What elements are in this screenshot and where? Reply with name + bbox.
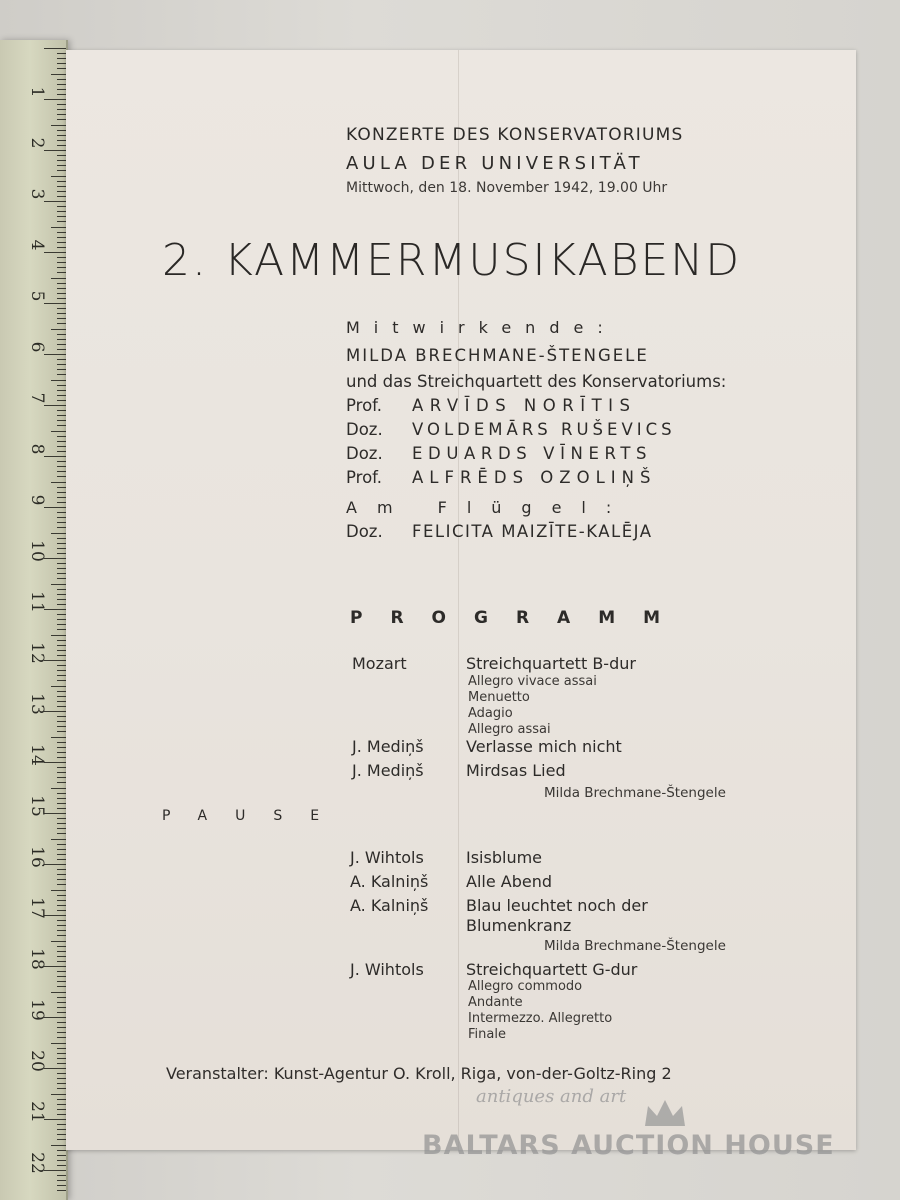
- ruler-tick: [57, 283, 66, 284]
- ruler-tick: [57, 89, 66, 90]
- ruler-tick: [57, 624, 66, 625]
- ruler-tick: [57, 471, 66, 472]
- ruler-tick: [57, 369, 66, 370]
- ruler-tick: [57, 390, 66, 391]
- ruler-tick: [57, 619, 66, 620]
- ruler-tick: [57, 512, 66, 513]
- ruler-tick: [57, 640, 66, 641]
- header-line-2: AULA DER UNIVERSITÄT: [346, 153, 644, 174]
- ruler-tick: [57, 502, 66, 503]
- ruler-tick: [57, 466, 66, 467]
- ruler-tick: [44, 252, 66, 253]
- ruler-tick: [57, 986, 66, 987]
- ruler-number: 1: [27, 86, 47, 98]
- ruler-tick: [57, 680, 66, 681]
- ruler-tick: [57, 165, 66, 166]
- ruler-tick: [57, 170, 66, 171]
- ruler-tick: [57, 267, 66, 268]
- work-title: Alle Abend: [466, 872, 553, 891]
- ruler-tick: [57, 655, 66, 656]
- ruler-number: 15: [27, 795, 47, 817]
- ruler-tick: [57, 981, 66, 982]
- ruler-tick: [57, 589, 66, 590]
- ruler-number: 14: [27, 744, 47, 766]
- ruler-tick: [57, 1124, 66, 1125]
- ruler-tick: [57, 1109, 66, 1110]
- ruler-number: 8: [27, 443, 47, 455]
- ruler-tick: [57, 298, 66, 299]
- ruler-tick: [51, 941, 66, 942]
- ruler-tick: [51, 737, 66, 738]
- ruler-tick: [57, 1032, 66, 1033]
- composer: Mozart: [352, 654, 407, 673]
- ruler-tick: [51, 380, 66, 381]
- ruler-tick: [57, 629, 66, 630]
- ruler-tick: [57, 461, 66, 462]
- member-name: ALFRĒDS OZOLIŅŠ: [412, 468, 657, 487]
- ruler-tick: [51, 482, 66, 483]
- ruler-tick: [57, 334, 66, 335]
- work-title: Mirdsas Lied: [466, 761, 566, 780]
- ruler-tick: [57, 1048, 66, 1049]
- ruler-tick: [57, 976, 66, 977]
- ruler-tick: [57, 1078, 66, 1079]
- watermark-brand: BALTARS AUCTION HOUSE: [422, 1130, 835, 1161]
- ruler-tick: [57, 1099, 66, 1100]
- ruler-tick: [57, 58, 66, 59]
- ruler-tick: [57, 446, 66, 447]
- ruler-number: 17: [27, 897, 47, 919]
- ruler-number: 22: [27, 1152, 47, 1174]
- ruler-tick: [57, 237, 66, 238]
- movement: Menuetto: [468, 690, 530, 705]
- ruler-tick: [51, 1043, 66, 1044]
- ruler-tick: [57, 206, 66, 207]
- page-title: 2. KAMMERMUSIKABEND: [162, 235, 742, 286]
- ruler-tick: [44, 354, 66, 355]
- pianist-name: FELICITA MAIZĪTE-KALĒJA: [412, 522, 653, 541]
- ruler-tick: [51, 329, 66, 330]
- pianist-rank: Doz.: [346, 522, 383, 541]
- ruler-tick: [57, 1129, 66, 1130]
- ruler-tick: [57, 1114, 66, 1115]
- ruler-tick: [57, 895, 66, 896]
- ruler-tick: [57, 1027, 66, 1028]
- composer: J. Mediņš: [352, 761, 424, 780]
- ruler-tick: [57, 767, 66, 768]
- ruler-number: 5: [27, 290, 47, 302]
- ruler-tick: [57, 675, 66, 676]
- ruler-tick: [57, 568, 66, 569]
- member-rank: Doz.: [346, 444, 383, 463]
- ruler-tick: [51, 788, 66, 789]
- ruler-tick: [57, 349, 66, 350]
- ruler-tick: [57, 701, 66, 702]
- ruler-tick: [57, 828, 66, 829]
- ruler-tick: [57, 578, 66, 579]
- ruler-tick: [44, 150, 66, 151]
- ruler-tick: [57, 323, 66, 324]
- ruler-tick: [57, 726, 66, 727]
- movement: Intermezzo. Allegretto: [468, 1011, 613, 1026]
- ruler-number: 20: [27, 1050, 47, 1072]
- ruler-tick: [57, 1165, 66, 1166]
- member-rank: Prof.: [346, 468, 383, 487]
- ruler-tick: [44, 762, 66, 763]
- ruler-tick: [57, 563, 66, 564]
- ruler-tick: [57, 155, 66, 156]
- ruler-tick: [57, 1088, 66, 1089]
- measuring-ruler: [0, 40, 68, 1200]
- ruler-tick: [57, 94, 66, 95]
- soloist-name: MILDA BRECHMANE-ŠTENGELE: [346, 346, 649, 365]
- ruler-tick: [57, 1175, 66, 1176]
- ruler-tick: [57, 573, 66, 574]
- ruler-tick: [51, 533, 66, 534]
- ruler-tick: [57, 951, 66, 952]
- work-title: Streichquartett B-dur: [466, 654, 636, 673]
- movement: Allegro assai: [468, 722, 551, 737]
- ruler-number: 7: [27, 392, 47, 404]
- ruler-tick: [44, 609, 66, 610]
- ruler-tick: [57, 242, 66, 243]
- ruler-tick: [57, 130, 66, 131]
- ruler-tick: [57, 318, 66, 319]
- ruler-tick: [57, 497, 66, 498]
- ruler-tick: [57, 650, 66, 651]
- ruler-tick: [57, 935, 66, 936]
- ruler-tick: [57, 670, 66, 671]
- ruler-number: 19: [27, 999, 47, 1021]
- ruler-tick: [57, 1022, 66, 1023]
- ruler-tick: [57, 803, 66, 804]
- ruler-tick: [44, 711, 66, 712]
- ruler-number: 13: [27, 693, 47, 715]
- ruler-tick: [57, 522, 66, 523]
- ruler-tick: [57, 1139, 66, 1140]
- ruler-tick: [57, 1073, 66, 1074]
- ruler-tick: [57, 84, 66, 85]
- ruler-tick: [57, 884, 66, 885]
- movement: Andante: [468, 995, 523, 1010]
- ruler-tick: [57, 1063, 66, 1064]
- movement: Finale: [468, 1027, 506, 1042]
- watermark-tagline: antiques and art: [476, 1086, 627, 1107]
- ruler-tick: [44, 1068, 66, 1069]
- ruler-tick: [57, 1150, 66, 1151]
- ruler-tick: [51, 1145, 66, 1146]
- ruler-tick: [57, 109, 66, 110]
- ruler-tick: [57, 604, 66, 605]
- ruler-tick: [57, 272, 66, 273]
- ruler-tick: [57, 742, 66, 743]
- ruler-tick: [57, 359, 66, 360]
- ruler-tick: [44, 1119, 66, 1120]
- ruler-tick: [57, 527, 66, 528]
- ruler-tick: [57, 104, 66, 105]
- work-title: Isisblume: [466, 848, 543, 867]
- ruler-tick: [57, 731, 66, 732]
- quartet-intro: und das Streichquartett des Konservatoriums:: [346, 372, 727, 391]
- ruler-tick: [51, 176, 66, 177]
- ruler-tick: [57, 186, 66, 187]
- ruler-tick: [57, 777, 66, 778]
- pause-label: PAUSE: [162, 808, 348, 824]
- ruler-tick: [51, 890, 66, 891]
- ruler-tick: [44, 48, 66, 49]
- ruler-tick: [57, 79, 66, 80]
- ruler-tick: [57, 956, 66, 957]
- composer: A. Kalniņš: [350, 872, 429, 891]
- ruler-tick: [57, 879, 66, 880]
- ruler-tick: [51, 227, 66, 228]
- ruler-tick: [57, 395, 66, 396]
- ruler-tick: [57, 961, 66, 962]
- ruler-tick: [57, 869, 66, 870]
- ruler-tick: [57, 114, 66, 115]
- composer: A. Kalniņš: [350, 896, 429, 915]
- member-name: EDUARDS VĪNERTS: [412, 444, 653, 463]
- ruler-tick: [44, 660, 66, 661]
- ruler-tick: [57, 487, 66, 488]
- ruler-tick: [57, 344, 66, 345]
- ruler-tick: [57, 191, 66, 192]
- ruler-tick: [57, 68, 66, 69]
- ruler-tick: [57, 747, 66, 748]
- ruler-tick: [51, 431, 66, 432]
- ruler-tick: [57, 798, 66, 799]
- ruler-tick: [44, 558, 66, 559]
- ruler-tick: [57, 425, 66, 426]
- ruler-tick: [57, 997, 66, 998]
- ruler-tick: [57, 818, 66, 819]
- ruler-tick: [57, 400, 66, 401]
- ruler-tick: [51, 74, 66, 75]
- ruler-tick: [44, 915, 66, 916]
- ruler-tick: [44, 1170, 66, 1171]
- ruler-tick: [57, 135, 66, 136]
- work-title-continued: Blumenkranz: [466, 916, 572, 935]
- ruler-tick: [57, 492, 66, 493]
- ruler-tick: [57, 854, 66, 855]
- ruler-number: 12: [27, 642, 47, 664]
- member-rank: Prof.: [346, 396, 383, 415]
- ruler-tick: [57, 772, 66, 773]
- ruler-tick: [57, 262, 66, 263]
- movement: Adagio: [468, 706, 513, 721]
- member-name: ARVĪDS NORĪTIS: [412, 396, 637, 415]
- ruler-tick: [51, 839, 66, 840]
- ruler-tick: [51, 584, 66, 585]
- member-rank: Doz.: [346, 420, 383, 439]
- program-heading: PROGRAMM: [350, 608, 689, 628]
- ruler-tick: [57, 339, 66, 340]
- ruler-tick: [44, 456, 66, 457]
- ruler-tick: [57, 553, 66, 554]
- performer-credit: Milda Brechmane-Štengele: [544, 938, 726, 954]
- performer-credit: Milda Brechmane-Štengele: [544, 785, 726, 801]
- ruler-tick: [57, 752, 66, 753]
- ruler-number: 4: [27, 239, 47, 251]
- ruler-tick: [57, 849, 66, 850]
- work-title: Verlasse mich nicht: [466, 737, 622, 756]
- ruler-tick: [51, 992, 66, 993]
- ruler-tick: [57, 1083, 66, 1084]
- ruler-tick: [57, 441, 66, 442]
- ruler-tick: [57, 1185, 66, 1186]
- ruler-tick: [57, 1190, 66, 1191]
- ruler-tick: [57, 645, 66, 646]
- ruler-tick: [57, 53, 66, 54]
- ruler-tick: [57, 696, 66, 697]
- ruler-tick: [57, 257, 66, 258]
- ruler-tick: [44, 507, 66, 508]
- ruler-tick: [57, 946, 66, 947]
- ruler-tick: [57, 364, 66, 365]
- ruler-tick: [57, 910, 66, 911]
- ruler-tick: [57, 665, 66, 666]
- header-date: Mittwoch, den 18. November 1942, 19.00 Uhr: [346, 180, 668, 196]
- work-title: Blau leuchtet noch der: [466, 896, 648, 915]
- composer: J. Mediņš: [352, 737, 424, 756]
- ruler-tick: [57, 1104, 66, 1105]
- ruler-tick: [57, 1180, 66, 1181]
- ruler-tick: [57, 1053, 66, 1054]
- ruler-tick: [44, 864, 66, 865]
- organizer-footer: Veranstalter: Kunst-Agentur O. Kroll, Riga, von-der-Goltz-Ring 2: [166, 1064, 672, 1083]
- ruler-tick: [57, 925, 66, 926]
- ruler-tick: [57, 548, 66, 549]
- ruler-tick: [57, 782, 66, 783]
- crown-icon: [640, 1098, 690, 1128]
- ruler-tick: [57, 808, 66, 809]
- ruler-tick: [57, 140, 66, 141]
- ruler-tick: [57, 247, 66, 248]
- performers-heading: Mitwirkende:: [346, 318, 617, 337]
- ruler-tick: [57, 543, 66, 544]
- ruler-tick: [57, 420, 66, 421]
- ruler-tick: [57, 905, 66, 906]
- ruler-tick: [57, 1012, 66, 1013]
- ruler-tick: [57, 221, 66, 222]
- ruler-tick: [57, 517, 66, 518]
- ruler-tick: [57, 1037, 66, 1038]
- ruler-tick: [57, 833, 66, 834]
- paper-fold-line: [458, 50, 459, 1150]
- ruler-number: 6: [27, 341, 47, 353]
- ruler-tick: [57, 930, 66, 931]
- ruler-tick: [57, 823, 66, 824]
- ruler-number: 18: [27, 948, 47, 970]
- ruler-number: 10: [27, 540, 47, 562]
- ruler-tick: [57, 451, 66, 452]
- ruler-tick: [57, 436, 66, 437]
- ruler-tick: [57, 308, 66, 309]
- ruler-tick: [57, 160, 66, 161]
- ruler-tick: [44, 966, 66, 967]
- ruler-tick: [44, 201, 66, 202]
- composer: J. Wihtols: [350, 960, 424, 979]
- ruler-tick: [57, 181, 66, 182]
- ruler-tick: [57, 415, 66, 416]
- ruler-tick: [57, 844, 66, 845]
- ruler-tick: [57, 145, 66, 146]
- ruler-tick: [57, 119, 66, 120]
- ruler-tick: [57, 293, 66, 294]
- ruler-tick: [44, 303, 66, 304]
- ruler-tick: [57, 1058, 66, 1059]
- ruler-tick: [44, 99, 66, 100]
- work-title: Streichquartett G-dur: [466, 960, 638, 979]
- ruler-tick: [57, 594, 66, 595]
- ruler-number: 3: [27, 188, 47, 200]
- ruler-tick: [57, 63, 66, 64]
- member-name: VOLDEMĀRS RUŠEVICS: [412, 420, 676, 439]
- ruler-tick: [57, 920, 66, 921]
- ruler-tick: [57, 900, 66, 901]
- ruler-tick: [57, 706, 66, 707]
- ruler-tick: [57, 1134, 66, 1135]
- movement: Allegro commodo: [468, 979, 583, 994]
- ruler-tick: [57, 721, 66, 722]
- ruler-tick: [44, 405, 66, 406]
- piano-heading: Am Flügel:: [346, 498, 632, 517]
- ruler-number: 2: [27, 137, 47, 149]
- ruler-number: 16: [27, 846, 47, 868]
- ruler-tick: [57, 313, 66, 314]
- ruler-tick: [57, 410, 66, 411]
- ruler-tick: [57, 1155, 66, 1156]
- ruler-tick: [57, 793, 66, 794]
- ruler-tick: [57, 757, 66, 758]
- ruler-tick: [57, 599, 66, 600]
- ruler-number: 11: [27, 591, 47, 613]
- ruler-tick: [44, 813, 66, 814]
- ruler-tick: [57, 476, 66, 477]
- ruler-tick: [51, 686, 66, 687]
- ruler-tick: [57, 211, 66, 212]
- ruler-tick: [57, 691, 66, 692]
- ruler-tick: [51, 278, 66, 279]
- ruler-tick: [57, 1007, 66, 1008]
- ruler-tick: [57, 196, 66, 197]
- ruler-tick: [57, 232, 66, 233]
- ruler-tick: [57, 538, 66, 539]
- ruler-tick: [44, 1017, 66, 1018]
- ruler-tick: [57, 874, 66, 875]
- concert-program-sheet: [66, 50, 856, 1150]
- movement: Allegro vivace assai: [468, 674, 597, 689]
- ruler-tick: [51, 125, 66, 126]
- ruler-tick: [57, 614, 66, 615]
- composer: J. Wihtols: [350, 848, 424, 867]
- ruler-tick: [51, 635, 66, 636]
- ruler-tick: [57, 1160, 66, 1161]
- ruler-tick: [57, 374, 66, 375]
- ruler-tick: [57, 716, 66, 717]
- ruler-tick: [57, 288, 66, 289]
- header-line-1: KONZERTE DES KONSERVATORIUMS: [346, 125, 684, 145]
- ruler-tick: [57, 1002, 66, 1003]
- ruler-number: 21: [27, 1101, 47, 1123]
- ruler-number: 9: [27, 494, 47, 506]
- ruler-tick: [57, 216, 66, 217]
- ruler-tick: [57, 385, 66, 386]
- ruler-tick: [51, 1094, 66, 1095]
- ruler-tick: [57, 971, 66, 972]
- ruler-tick: [57, 859, 66, 860]
